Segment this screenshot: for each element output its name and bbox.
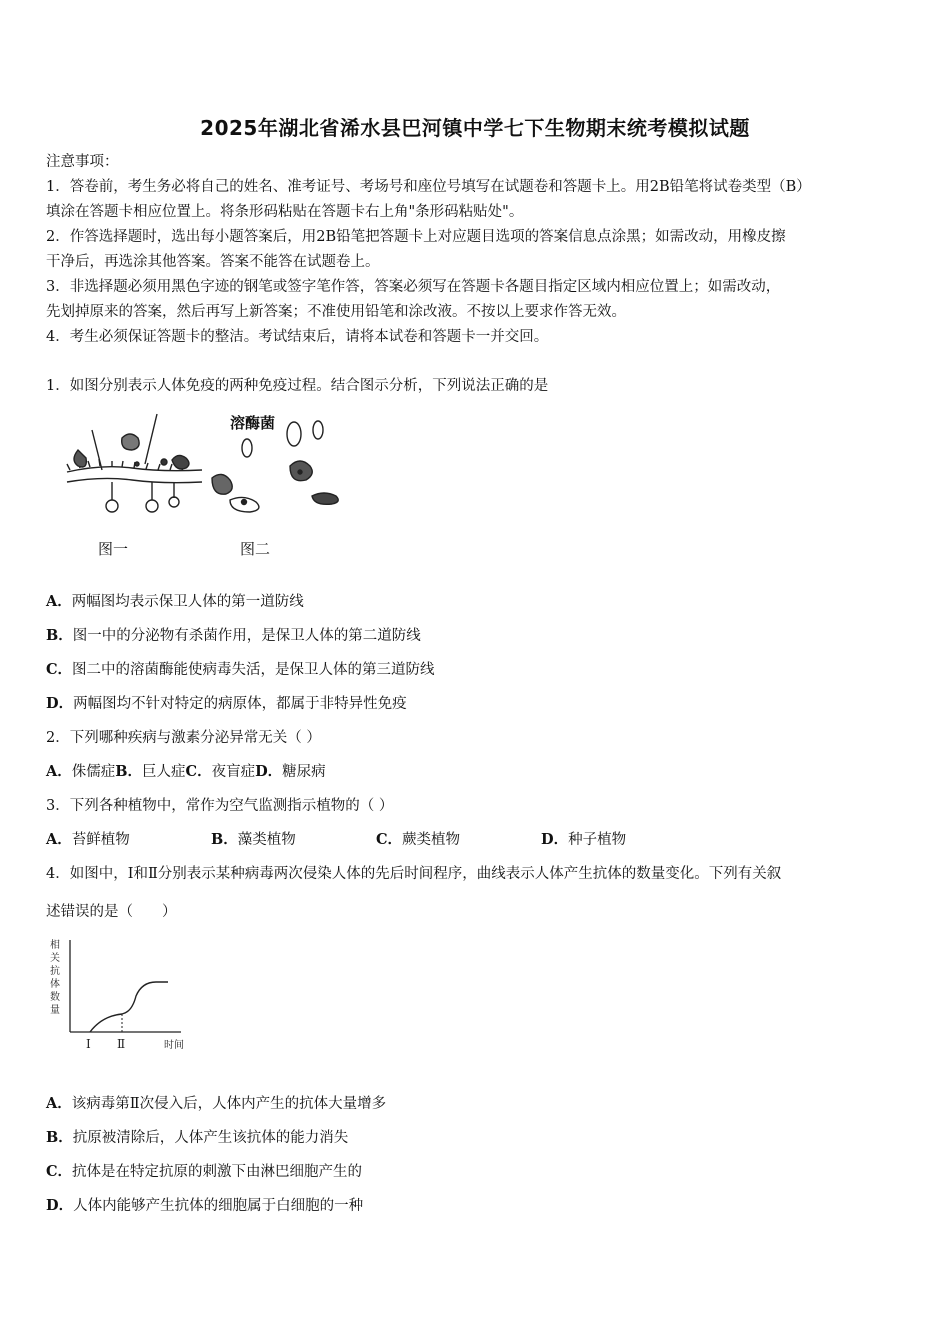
option-text: 人体内能够产生抗体的细胞属于白细胞的一种 <box>73 1198 364 1214</box>
option-label: C． <box>376 831 403 848</box>
q4-option-c[interactable] <box>46 1162 362 1182</box>
notes-line: 2．作答选择题时，选出每小题答案后，用2B铅笔把答题卡上对应题目选项的答案信息点涂黑；如需改动，用橡皮擦 <box>46 229 786 245</box>
option-label: B． <box>115 763 143 780</box>
q3-option-d[interactable] <box>541 830 626 850</box>
option-text: 苔鲜植物 <box>71 832 130 848</box>
y-axis-char: 体 <box>50 979 60 990</box>
y-axis-char: 数 <box>50 992 60 1003</box>
option-label: D． <box>46 1197 74 1214</box>
figure-one-illustration <box>67 414 202 512</box>
q2-option-b[interactable]: 巨人症 <box>142 764 186 780</box>
q1-option-a[interactable] <box>46 592 304 612</box>
option-label: A． <box>46 593 72 610</box>
figure-two-illustration <box>212 421 338 512</box>
q3-option-b[interactable] <box>211 830 376 850</box>
q1-option-c[interactable] <box>46 660 435 680</box>
option-text: 图一中的分泌物有杀菌作用，是保卫人体的第二道防线 <box>72 628 421 644</box>
notes-line: 填涂在答题卡相应位置上。将条形码粘贴在答题卡右上角"条形码粘贴处"。 <box>46 204 524 220</box>
y-axis-char: 抗 <box>50 966 60 977</box>
option-text: 抗体是在特定抗原的刺激下由淋巴细胞产生的 <box>72 1164 363 1180</box>
q4-option-d[interactable] <box>46 1196 363 1216</box>
option-text: 种子植物 <box>568 832 627 848</box>
option-label: C． <box>46 1163 73 1180</box>
q2-option-a[interactable]: 侏儒症 <box>71 764 116 780</box>
notes-line: 先划掉原来的答案，然后再写上新答案；不准使用铅笔和涂改液。不按以上要求作答无效。 <box>46 304 626 320</box>
q3-option-a[interactable] <box>46 830 211 850</box>
option-label: B． <box>46 1129 73 1146</box>
lysozyme-label: 溶酶菌 <box>230 414 276 432</box>
q2-option-d[interactable]: 糖尿病 <box>282 764 326 780</box>
q1-option-b[interactable] <box>46 626 421 646</box>
q3-stem: 3．下列各种植物中，常作为空气监测指示植物的（ ） <box>46 798 394 814</box>
q2-options <box>46 762 326 782</box>
option-text: 抗原被清除后，人体产生该抗体的能力消失 <box>72 1130 349 1146</box>
option-text: 藻类植物 <box>237 832 296 848</box>
antibody-graph <box>46 936 196 1056</box>
immune-figure <box>62 410 362 530</box>
y-axis-char: 相 <box>50 940 60 951</box>
notes-line: 1．答卷前，考生务必将自己的姓名、准考证号、考场号和座位号填写在试题卷和答题卡上。用2B铅笔将试卷类型（B） <box>46 179 811 195</box>
option-label: B． <box>211 831 238 848</box>
option-label: C． <box>46 661 73 678</box>
y-axis-char: 关 <box>50 953 60 964</box>
q1-option-d[interactable] <box>46 694 407 714</box>
q3-options <box>46 830 626 850</box>
x-axis-label: 时间 <box>164 1040 184 1051</box>
notes-line: 3．非选择题必须用黑色字迹的钢笔或签字笔作答，答案必须写在答题卡各题目指定区域内相应位置上；如需改动， <box>46 279 781 295</box>
option-label: D． <box>46 695 74 712</box>
q2-stem: 2．下列哪种疾病与激素分泌异常无关（ ） <box>46 730 321 746</box>
antibody-curve <box>90 982 168 1032</box>
option-label: A． <box>46 831 72 848</box>
option-label: A． <box>46 1095 72 1112</box>
figure-one-caption: 图一 <box>98 540 129 558</box>
x-mark-one: Ⅰ <box>86 1037 91 1051</box>
option-label: C． <box>185 763 212 780</box>
option-label: B． <box>46 627 73 644</box>
q4-option-b[interactable] <box>46 1128 348 1148</box>
option-text: 两幅图均表示保卫人体的第一道防线 <box>71 594 304 610</box>
q1-stem: 1．如图分别表示人体免疫的两种免疫过程。结合图示分析，下列说法正确的是 <box>46 378 549 394</box>
q4-option-a[interactable] <box>46 1094 386 1114</box>
option-label: D． <box>541 831 569 848</box>
q4-stem: 4．如图中，Ⅰ和Ⅱ分别表示某种病毒两次侵染人体的先后时间程序，曲线表示人体产生抗体的数量变化。下列有关叙 <box>46 866 782 882</box>
q2-option-c[interactable]: 夜盲症 <box>211 764 256 780</box>
option-label: D． <box>255 763 283 780</box>
x-mark-two: Ⅱ <box>117 1037 126 1051</box>
option-text: 蕨类植物 <box>402 832 461 848</box>
y-axis-char: 量 <box>50 1005 60 1016</box>
q4-stem-continued: 述错误的是（ ） <box>46 904 177 920</box>
figure-two-caption: 图二 <box>240 540 271 558</box>
option-text: 两幅图均不针对特定的病原体，都属于非特异性免疫 <box>73 696 407 712</box>
notes-line: 干净后，再选涂其他答案。答案不能答在试题卷上。 <box>46 254 380 270</box>
q3-option-c[interactable] <box>376 830 541 850</box>
notes-header: 注意事项： <box>46 154 119 170</box>
option-text: 图二中的溶菌酶能使病毒失活，是保卫人体的第三道防线 <box>72 662 435 678</box>
option-label: A． <box>46 763 72 780</box>
notes-line: 4．考生必须保证答题卡的整洁。考试结束后，请将本试卷和答题卡一并交回。 <box>46 329 549 345</box>
option-text: 该病毒第Ⅱ次侵入后，人体内产生的抗体大量增多 <box>71 1096 387 1112</box>
page-title: 2025年湖北省浠水县巴河镇中学七下生物期末统考模拟试题 <box>200 116 750 140</box>
